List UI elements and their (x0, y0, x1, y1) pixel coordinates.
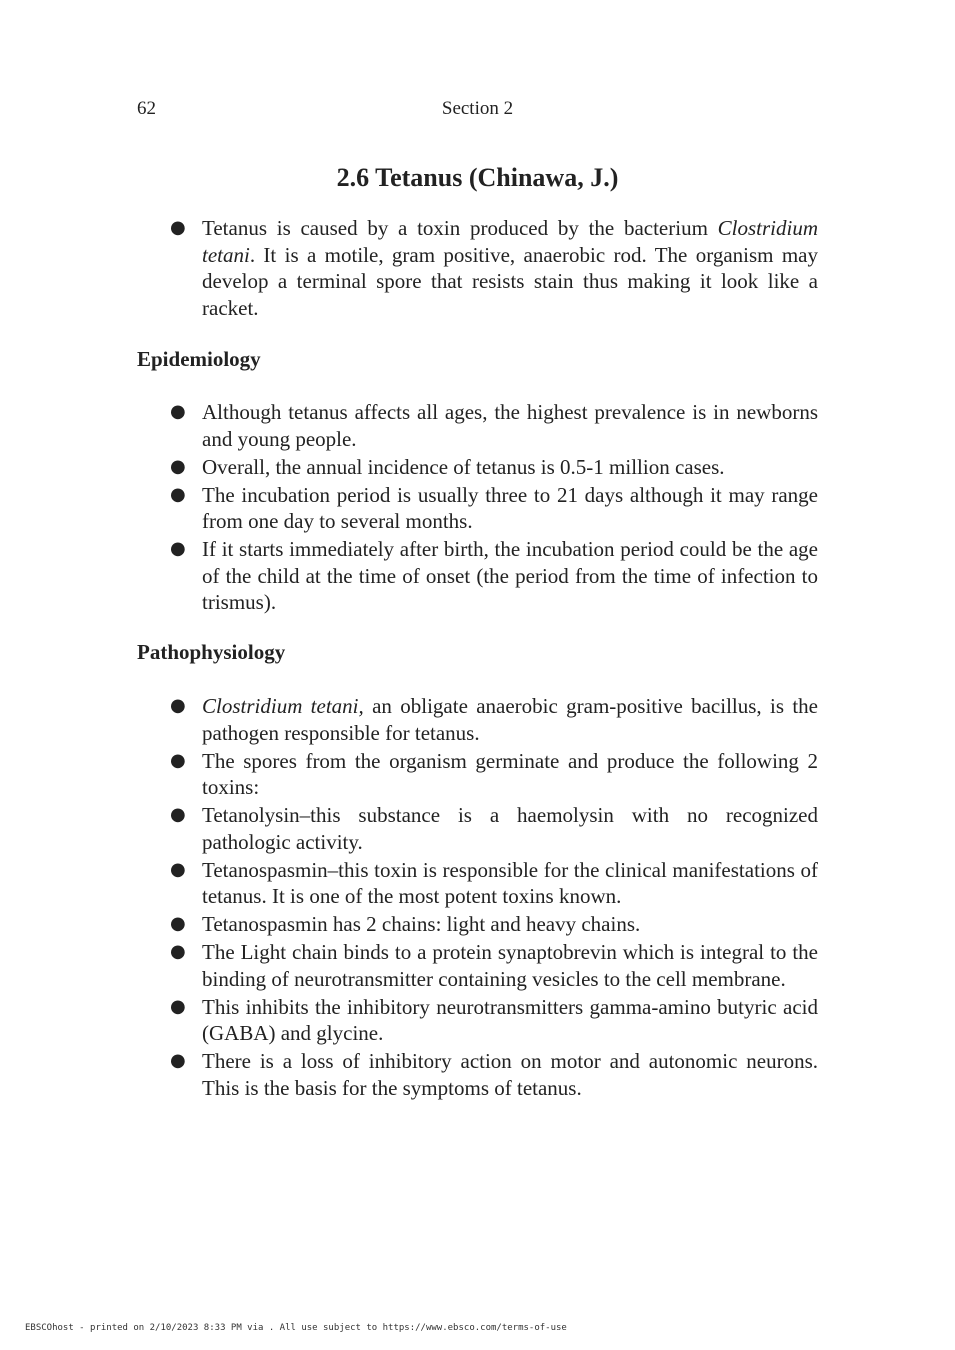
intro-block (137, 215, 818, 323)
list-item-text: Tetanolysin–this substance is a haemolysin with no recognized pathologic activity. (202, 803, 818, 854)
list-item (137, 802, 818, 855)
list-item (137, 939, 818, 992)
list-item (137, 748, 818, 801)
bullet-icon: ● (170, 749, 186, 771)
list-item (137, 857, 818, 910)
bullet-icon: ● (170, 483, 186, 505)
list-item-text: Overall, the annual incidence of tetanus is 0.5-1 million cases. (202, 454, 725, 479)
list-item-text: There is a loss of inhibitory action on motor and autonomic neurons. This is the basis for the symptoms of tetanus. (202, 1049, 818, 1100)
list-item (137, 693, 818, 746)
list-item (137, 1048, 818, 1101)
bullet-icon: ● (170, 995, 186, 1017)
bullet-icon: ● (170, 538, 186, 559)
pathophysiology-heading: Pathophysiology (137, 640, 286, 664)
bullet-icon: ● (170, 913, 186, 934)
list-item-text: Tetanospasmin–this toxin is responsible for the clinical manifestations of tetanus. It is one of the most potent toxins known. (202, 857, 818, 908)
list-item-text: . It is a motile, gram positive, anaerobic rod. The organism may develop a terminal spore that resists stain thus making it look like a racket. (202, 242, 818, 320)
list-item-text: Tetanus is caused by a toxin produced by the bacterium (202, 216, 718, 240)
list-item-text: The incubation period is usually three to 21 days although it may range from one day to several months. (202, 482, 818, 533)
intro-list (137, 215, 818, 321)
list-item-text: This inhibits the inhibitory neurotransmitters gamma-amino butyric acid (GABA) and glycine. (202, 994, 818, 1045)
bullet-icon: ● (170, 401, 186, 422)
list-item-text: If it starts immediately after birth, the incubation period could be the age of the child at the time of onset (the period from the time of infection to trismus). (202, 537, 818, 614)
bullet-icon: ● (170, 858, 186, 880)
running-head: Section 2 (441, 98, 514, 119)
list-item (137, 215, 818, 321)
bullet-icon: ● (170, 804, 186, 825)
list-item-text: an obligate anaerobic gram-positive bacillus, is the pathogen responsible for tetanus. (202, 694, 818, 745)
list-item-text: Although tetanus affects all ages, the highest prevalence is in newborns and young people. (202, 400, 818, 451)
epidemiology-block (137, 399, 818, 617)
list-item (137, 536, 818, 616)
list-item (137, 399, 818, 452)
section-title: 2.6 Tetanus (Chinawa, J.) (336, 163, 619, 192)
italic-text: Clostridium tetani (202, 216, 818, 267)
pathophysiology-block (137, 693, 818, 1103)
list-item (137, 482, 818, 535)
epidemiology-list (137, 399, 818, 616)
page-number: 62 (137, 98, 156, 119)
bullet-icon: ● (170, 695, 186, 716)
pathophysiology-list (137, 693, 818, 1101)
bullet-icon: ● (170, 941, 186, 962)
list-item (137, 994, 818, 1047)
list-item-text: The Light chain binds to a protein synaptobrevin which is integral to the binding of neurotransmitter containing vesicles to the cell membrane. (202, 940, 818, 991)
epidemiology-heading: Epidemiology (137, 347, 261, 371)
italic-text: Clostridium tetani, (202, 694, 364, 718)
list-item (137, 454, 818, 481)
bullet-icon: ● (170, 217, 186, 238)
bullet-icon: ● (170, 455, 186, 477)
list-item (137, 911, 818, 938)
print-footer: EBSCOhost - printed on 2/10/2023 8:33 PM via . All use subject to https://www.ebsco.com/terms-of-use (25, 1323, 567, 1333)
list-item-text: Tetanospasmin has 2 chains: light and heavy chains. (202, 912, 641, 936)
bullet-icon: ● (170, 1050, 186, 1071)
list-item-text: The spores from the organism germinate and produce the following 2 toxins: (202, 748, 818, 799)
